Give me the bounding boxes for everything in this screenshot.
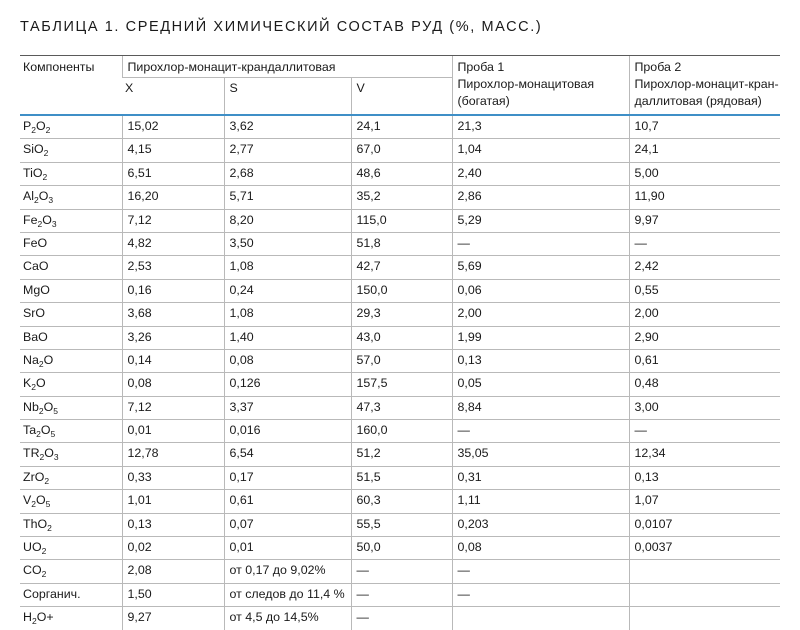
cell-x: 2,53 [122, 256, 224, 279]
cell-p2: 0,0107 [629, 513, 780, 536]
header-sample-1 [452, 56, 629, 116]
cell-p1: 2,00 [452, 303, 629, 326]
cell-p2 [629, 607, 780, 630]
cell-p2: 5,00 [629, 162, 780, 185]
component-text: O [38, 189, 49, 204]
table-row [20, 537, 780, 560]
cell-x: 0,14 [122, 349, 224, 372]
table-row [20, 279, 780, 302]
header-sample-1-title: Проба 1 [457, 60, 505, 74]
cell-p1: 1,11 [452, 490, 629, 513]
cell-p1: 35,05 [452, 443, 629, 466]
cell-p1: — [452, 560, 629, 583]
cell-x: 7,12 [122, 396, 224, 419]
cell-x: 0,33 [122, 466, 224, 489]
component-subscript: 3 [48, 195, 54, 206]
cell-v: — [351, 607, 452, 630]
component-text: O [43, 352, 54, 367]
component-subscript: 2 [31, 499, 36, 510]
cell-component [20, 560, 122, 583]
cell-x: 3,26 [122, 326, 224, 349]
header-col-s: S [224, 78, 351, 116]
component-text: UO [23, 540, 42, 555]
cell-v: 51,2 [351, 443, 452, 466]
cell-component [20, 537, 122, 560]
cell-p2: 0,61 [629, 349, 780, 372]
component-text: Nb [23, 399, 39, 414]
cell-x: 6,51 [122, 162, 224, 185]
component-subscript: 2 [47, 522, 52, 533]
cell-v: 50,0 [351, 537, 452, 560]
cell-v: 67,0 [351, 139, 452, 162]
cell-p1: 8,84 [452, 396, 629, 419]
component-subscript: 2 [37, 218, 43, 229]
component-text: Fe [23, 212, 38, 227]
cell-p2: 0,13 [629, 466, 780, 489]
component-text: ZrO [23, 469, 45, 484]
component-text: Al [23, 189, 35, 204]
component-text: O [36, 493, 46, 508]
cell-v: 47,3 [351, 396, 452, 419]
cell-v: 48,6 [351, 162, 452, 185]
cell-x: 15,02 [122, 115, 224, 139]
component-subscript: 2 [39, 452, 45, 463]
header-col-v: V [351, 78, 452, 116]
cell-component [20, 513, 122, 536]
cell-x: 0,08 [122, 373, 224, 396]
cell-x: 0,02 [122, 537, 224, 560]
component-text: O [43, 399, 54, 414]
cell-component [20, 607, 122, 630]
cell-s: 2,77 [224, 139, 351, 162]
cell-s: от 4,5 до 14,5% [224, 607, 351, 630]
cell-v: 29,3 [351, 303, 452, 326]
component-text: MgO [23, 282, 50, 297]
cell-p1: 0,13 [452, 349, 629, 372]
cell-p1: 2,86 [452, 186, 629, 209]
table-row [20, 513, 780, 536]
cell-v: 43,0 [351, 326, 452, 349]
cell-component [20, 466, 122, 489]
cell-s: 0,17 [224, 466, 351, 489]
table-row [20, 139, 780, 162]
component-text: Ta [23, 423, 37, 438]
cell-p1: 0,31 [452, 466, 629, 489]
cell-s: 8,20 [224, 209, 351, 232]
cell-x: 1,50 [122, 583, 224, 606]
cell-s: 0,61 [224, 490, 351, 513]
cell-s: 0,01 [224, 537, 351, 560]
cell-x: 7,12 [122, 209, 224, 232]
header-sample-1-line2: (богатая) [457, 94, 510, 108]
cell-v: 115,0 [351, 209, 452, 232]
cell-p1 [452, 607, 629, 630]
cell-s: 0,126 [224, 373, 351, 396]
cell-x: 9,27 [122, 607, 224, 630]
cell-v: — [351, 560, 452, 583]
cell-component [20, 583, 122, 606]
cell-component [20, 232, 122, 255]
cell-v: 55,5 [351, 513, 452, 536]
cell-s: 3,37 [224, 396, 351, 419]
ore-composition-table [20, 55, 780, 630]
component-subscript: 5 [50, 429, 56, 440]
component-subscript: 2 [44, 475, 50, 486]
cell-s: 5,71 [224, 186, 351, 209]
header-sample-2-line2: даллитовая (рядовая) [634, 94, 762, 108]
header-sample-2 [629, 56, 780, 116]
cell-p2: — [629, 232, 780, 255]
component-text: O+ [36, 610, 54, 625]
cell-x: 16,20 [122, 186, 224, 209]
header-sample-1-line1: Пирохлор-монацитовая [457, 77, 595, 91]
component-subscript: 2 [41, 569, 47, 580]
component-subscript: 2 [31, 616, 37, 627]
cell-p2 [629, 560, 780, 583]
table-row [20, 349, 780, 372]
cell-v: 150,0 [351, 279, 452, 302]
component-text: TR [23, 446, 40, 461]
component-text: SiO [23, 142, 44, 157]
cell-v: 42,7 [351, 256, 452, 279]
component-subscript: 2 [36, 429, 41, 440]
cell-v: 60,3 [351, 490, 452, 513]
header-sample-2-line1: Пирохлор-монацит-кран- [634, 77, 779, 91]
cell-s: 0,24 [224, 279, 351, 302]
component-subscript: 2 [38, 405, 44, 416]
cell-s: 1,08 [224, 256, 351, 279]
component-text: ThO [23, 516, 48, 531]
component-subscript: 2 [42, 171, 48, 182]
header-col-x: X [122, 78, 224, 116]
cell-p2: 9,97 [629, 209, 780, 232]
table-row [20, 162, 780, 185]
component-text: BaO [23, 329, 48, 344]
cell-s: от 0,17 до 9,02% [224, 560, 351, 583]
cell-component [20, 396, 122, 419]
cell-component [20, 443, 122, 466]
cell-component [20, 139, 122, 162]
component-text: P [23, 119, 32, 133]
cell-p2: 1,07 [629, 490, 780, 513]
cell-s: 1,08 [224, 303, 351, 326]
cell-p2: — [629, 420, 780, 443]
cell-p1: — [452, 420, 629, 443]
cell-s: 2,68 [224, 162, 351, 185]
table-row [20, 256, 780, 279]
cell-x: 4,82 [122, 232, 224, 255]
cell-p1: 0,08 [452, 537, 629, 560]
component-text: V [23, 493, 32, 508]
cell-component [20, 326, 122, 349]
cell-p2: 2,42 [629, 256, 780, 279]
component-text: FeO [23, 235, 48, 250]
component-text: O [44, 446, 54, 461]
component-subscript: 2 [41, 546, 47, 557]
table-row [20, 209, 780, 232]
component-subscript: 2 [31, 125, 36, 135]
component-text: O [42, 212, 52, 227]
cell-component [20, 349, 122, 372]
component-text: CaO [23, 259, 49, 274]
cell-component [20, 490, 122, 513]
cell-s: 6,54 [224, 443, 351, 466]
cell-component [20, 373, 122, 396]
cell-v: 51,8 [351, 232, 452, 255]
component-text: Na [23, 352, 39, 367]
cell-p1: 5,29 [452, 209, 629, 232]
cell-s: 0,016 [224, 420, 351, 443]
cell-p2: 12,34 [629, 443, 780, 466]
cell-p2: 11,90 [629, 186, 780, 209]
cell-v: 35,2 [351, 186, 452, 209]
cell-p1: 0,06 [452, 279, 629, 302]
cell-x: 4,15 [122, 139, 224, 162]
table-row [20, 115, 780, 139]
component-text: O [40, 423, 51, 438]
table-row [20, 607, 780, 630]
cell-p1: — [452, 583, 629, 606]
table-row [20, 583, 780, 606]
cell-s: 0,07 [224, 513, 351, 536]
cell-x: 2,08 [122, 560, 224, 583]
component-text: H [23, 610, 32, 625]
header-group-pyrochlore: Пирохлор-монацит-крандаллитовая [122, 56, 452, 78]
cell-x: 0,16 [122, 279, 224, 302]
component-text: CO [23, 563, 42, 578]
cell-v: 24,1 [351, 115, 452, 139]
component-subscript: 2 [45, 125, 51, 135]
component-text: K [23, 376, 32, 391]
header-components: Компоненты [20, 56, 122, 116]
component-subscript: 2 [34, 195, 39, 206]
cell-component [20, 209, 122, 232]
component-subscript: 3 [53, 452, 59, 463]
component-text: O [36, 376, 46, 391]
component-text: TiO [23, 165, 43, 180]
table-row [20, 373, 780, 396]
component-subscript: 5 [45, 499, 51, 510]
cell-p2: 0,48 [629, 373, 780, 396]
cell-p1: 2,40 [452, 162, 629, 185]
table-row [20, 560, 780, 583]
cell-component [20, 279, 122, 302]
cell-component [20, 186, 122, 209]
cell-p1: 1,99 [452, 326, 629, 349]
cell-x: 3,68 [122, 303, 224, 326]
table-caption: ТАБЛИЦА 1. СРЕДНИЙ ХИМИЧЕСКИЙ СОСТАВ РУД (%, МАСС.) [20, 19, 543, 35]
cell-v: 51,5 [351, 466, 452, 489]
cell-x: 12,78 [122, 443, 224, 466]
cell-p1: 21,3 [452, 115, 629, 139]
table-row [20, 326, 780, 349]
component-subscript: 2 [31, 382, 36, 393]
component-text: O [36, 119, 46, 133]
cell-s: 1,40 [224, 326, 351, 349]
cell-s: от следов до 11,4 % [224, 583, 351, 606]
cell-component [20, 303, 122, 326]
cell-component [20, 420, 122, 443]
header-sample-2-title: Проба 2 [634, 60, 682, 74]
cell-component [20, 256, 122, 279]
cell-p2: 0,0037 [629, 537, 780, 560]
cell-p1: 5,69 [452, 256, 629, 279]
cell-v: 160,0 [351, 420, 452, 443]
cell-v: 157,5 [351, 373, 452, 396]
cell-p1: 0,05 [452, 373, 629, 396]
table-row [20, 443, 780, 466]
table-row [20, 186, 780, 209]
cell-p2: 2,00 [629, 303, 780, 326]
component-subscript: 5 [53, 405, 58, 416]
cell-x: 1,01 [122, 490, 224, 513]
cell-v: 57,0 [351, 349, 452, 372]
cell-s: 3,50 [224, 232, 351, 255]
component-subscript: 2 [38, 358, 44, 369]
cell-p1: 0,203 [452, 513, 629, 536]
cell-v: — [351, 583, 452, 606]
cell-p1: 1,04 [452, 139, 629, 162]
cell-p1: — [452, 232, 629, 255]
cell-x: 0,01 [122, 420, 224, 443]
cell-p2: 3,00 [629, 396, 780, 419]
cell-p2 [629, 583, 780, 606]
table-row [20, 490, 780, 513]
cell-component [20, 162, 122, 185]
component-subscript: 3 [51, 218, 57, 229]
cell-component [20, 115, 122, 139]
component-text: SrO [23, 306, 46, 321]
table-row [20, 396, 780, 419]
table-row [20, 232, 780, 255]
cell-s: 0,08 [224, 349, 351, 372]
component-text: Сорганич. [23, 586, 81, 601]
table-row [20, 420, 780, 443]
cell-p2: 24,1 [629, 139, 780, 162]
cell-x: 0,13 [122, 513, 224, 536]
cell-p2: 0,55 [629, 279, 780, 302]
cell-s: 3,62 [224, 115, 351, 139]
table-row [20, 466, 780, 489]
component-subscript: 2 [43, 148, 49, 159]
cell-p2: 2,90 [629, 326, 780, 349]
table-body [20, 115, 780, 630]
cell-p2: 10,7 [629, 115, 780, 139]
table-row [20, 303, 780, 326]
